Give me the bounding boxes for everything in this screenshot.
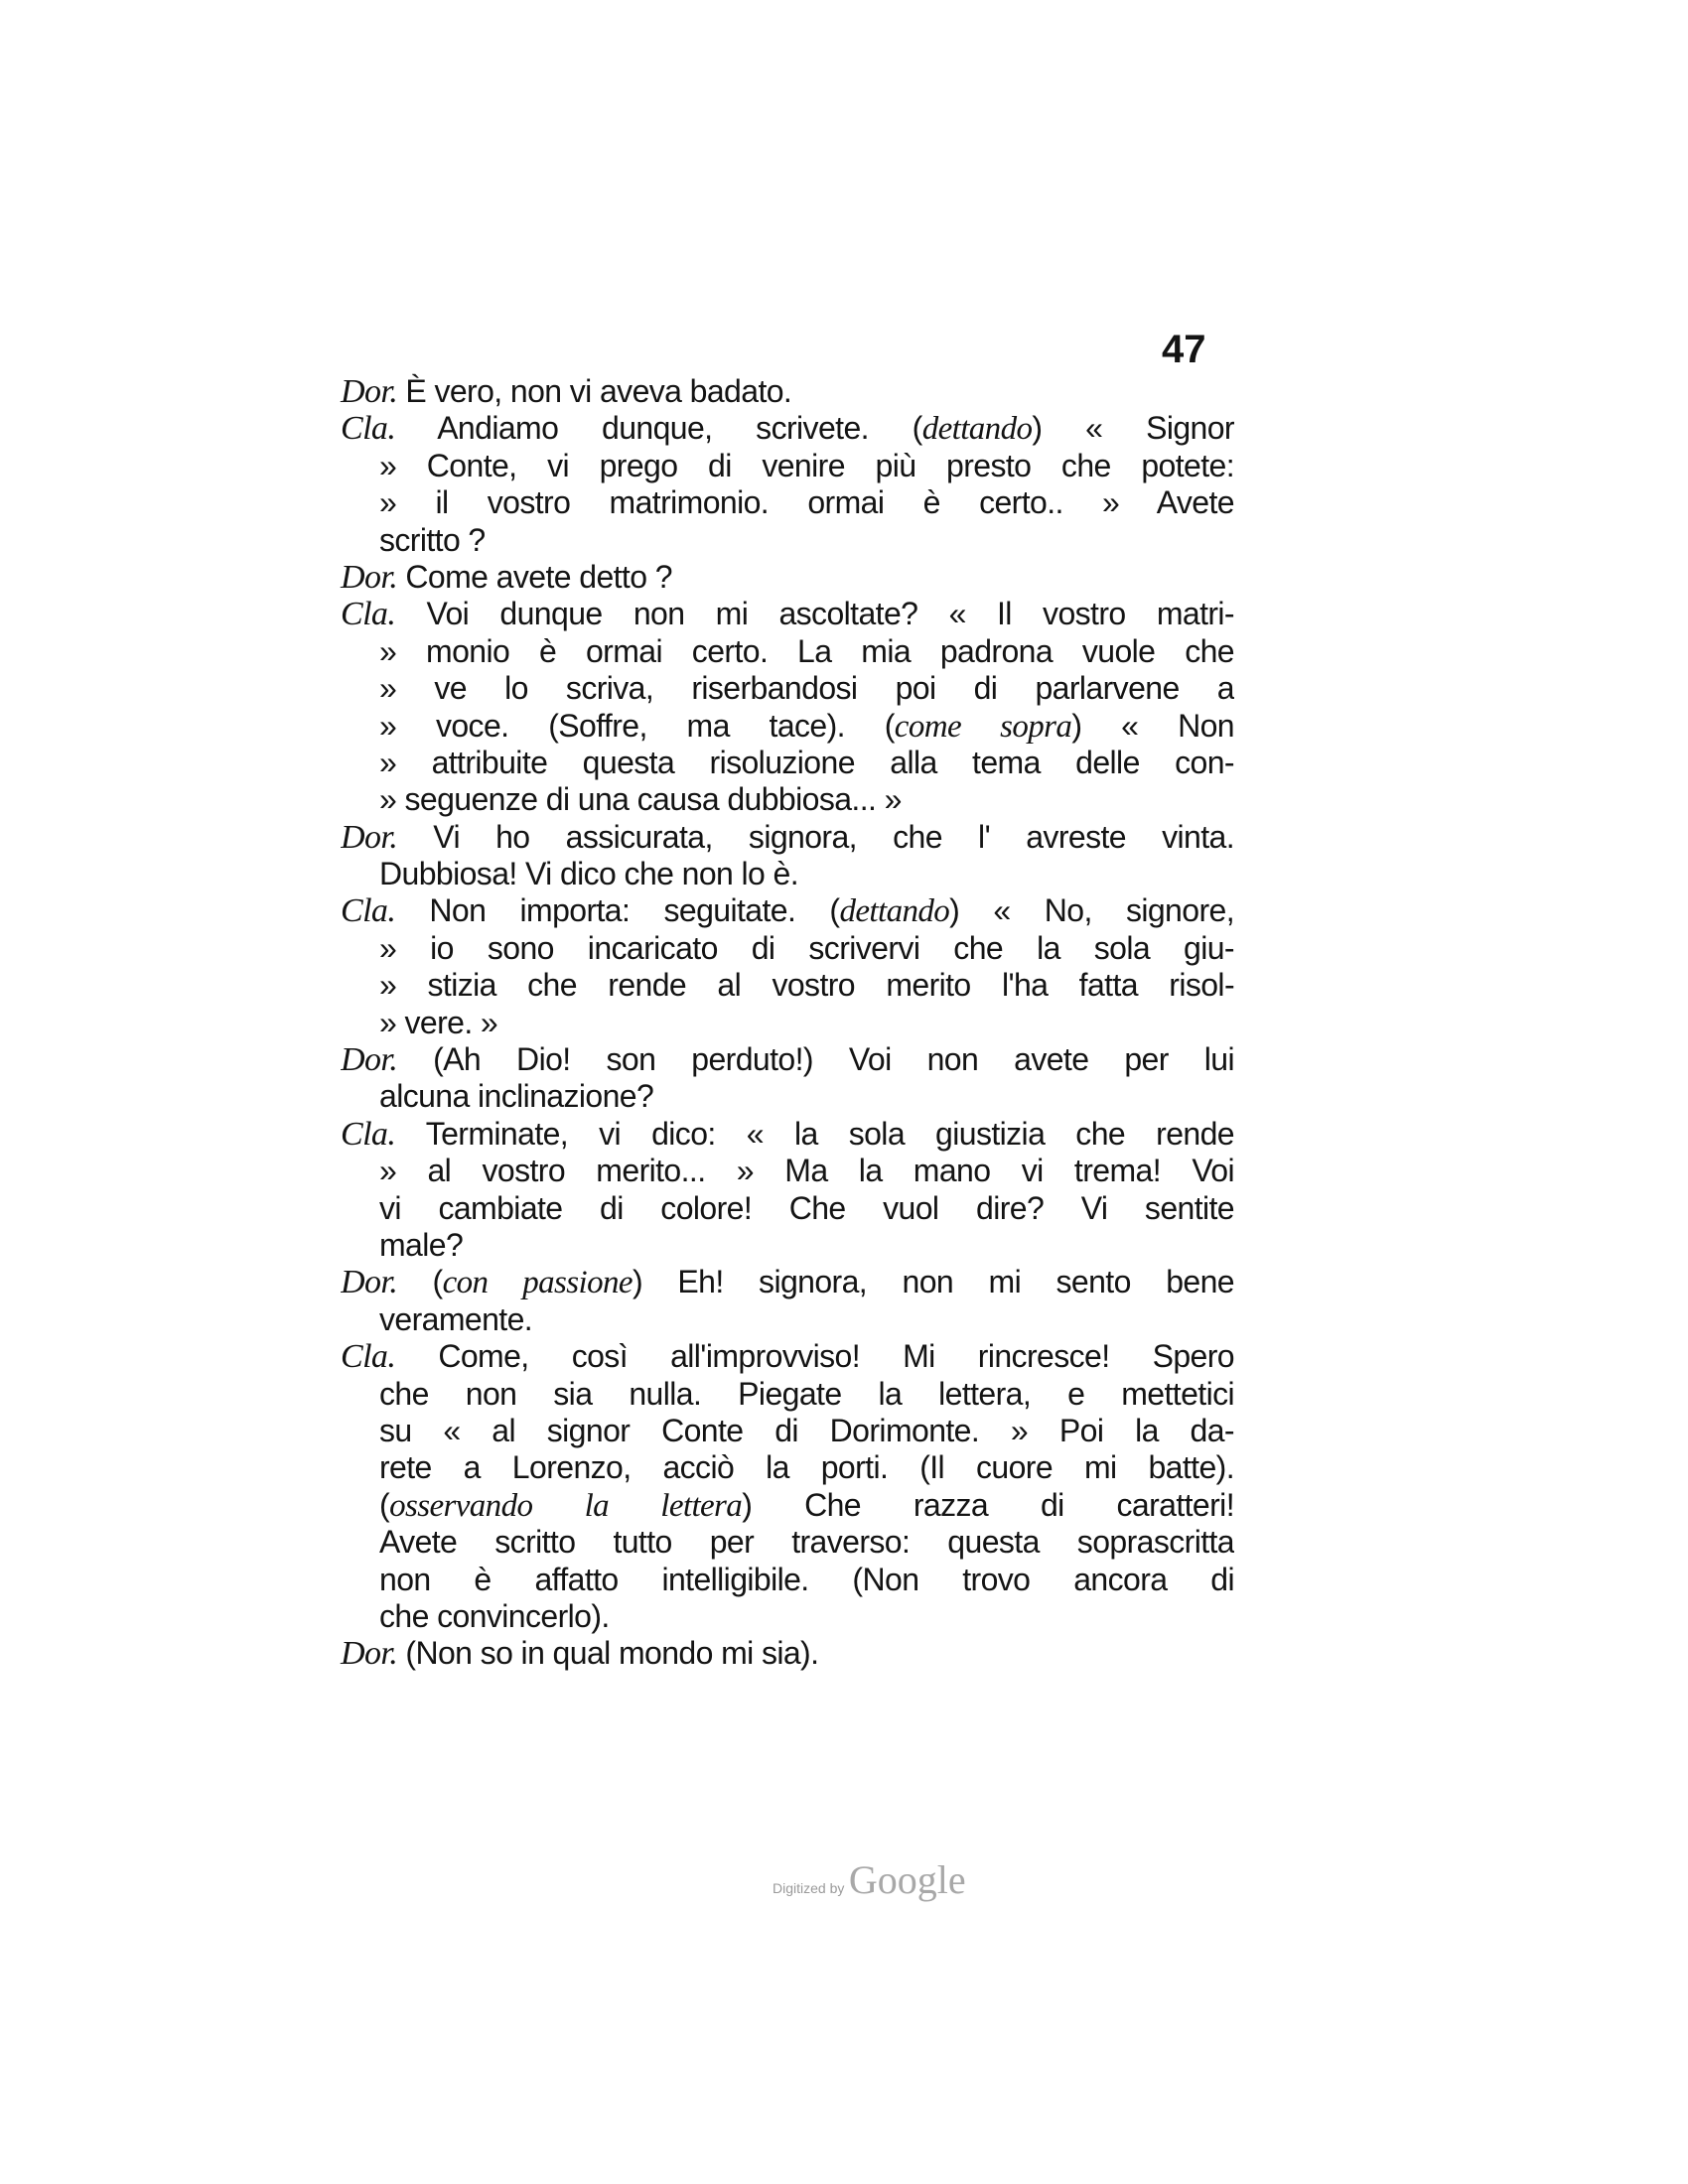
play-text xyxy=(341,373,1234,1673)
dialogue-line-speaker xyxy=(341,1116,1234,1153)
dialogue-line-speaker xyxy=(341,1041,1234,1078)
stage-direction: come sopra xyxy=(894,708,1072,745)
page-number: 47 xyxy=(1162,328,1206,371)
dialogue-line-speaker xyxy=(341,1338,1234,1375)
dialogue-line-continuation xyxy=(379,745,1234,781)
dialogue-line-continuation xyxy=(379,1487,1234,1524)
dialogue-line-speaker xyxy=(341,596,1234,632)
dialogue-line-speaker xyxy=(341,1635,1234,1672)
line-text: Dubbiosa! Vi dico che non lo è. xyxy=(379,856,798,892)
line-text: non è affatto intelligibile. (Non trovo ancora di xyxy=(379,1561,1234,1597)
dialogue-line-speaker xyxy=(341,410,1234,447)
stage-direction: dettando xyxy=(839,893,950,930)
line-text: Non importa: seguitate. ( xyxy=(429,892,840,929)
dialogue-line-continuation xyxy=(379,670,1234,707)
dialogue-line-continuation xyxy=(379,1190,1234,1227)
line-text: » voce. (Soffre, ma tace). ( xyxy=(379,707,895,744)
line-text: » monio è ormai certo. La mia padrona vuole che xyxy=(379,632,1234,669)
line-text: vi cambiate di colore! Che vuol dire? Vi sentite xyxy=(379,1189,1234,1226)
line-text: male? xyxy=(379,1226,464,1263)
speaker-name: Cla. xyxy=(341,1338,396,1376)
line-text: » attribuite questa risoluzione alla tema delle con- xyxy=(379,744,1234,780)
line-text: alcuna inclinazione? xyxy=(379,1078,654,1115)
line-text: su « al signor Conte di Dorimonte. » Poi la da- xyxy=(379,1412,1234,1448)
dialogue-line-continuation xyxy=(379,1376,1234,1413)
dialogue-line-continuation xyxy=(379,1562,1234,1598)
speaker-name: Cla. xyxy=(341,410,396,448)
dialogue-line-speaker xyxy=(341,373,1234,410)
line-text: che convincerlo). xyxy=(379,1597,610,1634)
speaker-name: Cla. xyxy=(341,892,396,930)
dialogue-line-continuation xyxy=(379,484,1234,521)
dialogue-line-continuation xyxy=(379,1227,1234,1264)
dialogue-line-continuation xyxy=(379,781,1234,818)
dialogue-line-continuation xyxy=(379,1449,1234,1486)
speaker-name: Cla. xyxy=(341,1115,396,1153)
line-text: ( xyxy=(379,1486,390,1523)
watermark-brand: Google xyxy=(848,1857,966,1902)
dialogue-line-continuation xyxy=(379,1524,1234,1561)
dialogue-line-speaker xyxy=(341,892,1234,929)
line-text: » seguenze di una causa dubbiosa... » xyxy=(379,781,902,818)
line-text: ) « No, signore, xyxy=(949,892,1234,929)
speaker-name: Dor. xyxy=(341,1635,398,1673)
dialogue-line-speaker xyxy=(341,819,1234,856)
line-text: scritto ? xyxy=(379,521,486,558)
dialogue-line-continuation xyxy=(379,708,1234,745)
speaker-name: Dor. xyxy=(341,373,398,410)
line-text: È vero, non vi aveva badato. xyxy=(405,373,792,409)
line-text: (Non so in qual mondo mi sia). xyxy=(405,1635,819,1672)
line-text: ) Che razza di caratteri! xyxy=(742,1486,1234,1523)
dialogue-line-continuation xyxy=(379,633,1234,670)
dialogue-line-continuation xyxy=(379,1598,1234,1635)
line-text: ( xyxy=(432,1264,443,1300)
dialogue-line-continuation xyxy=(379,856,1234,892)
line-text: Voi dunque non mi ascoltate? « Il vostro matri- xyxy=(426,596,1234,632)
line-text: » al vostro merito... » Ma la mano vi trema! Voi xyxy=(379,1153,1234,1189)
speaker-name: Dor. xyxy=(341,1264,398,1301)
line-text: Terminate, vi dico: « la sola giustizia che rende xyxy=(425,1115,1234,1152)
line-text: rete a Lorenzo, acciò la porti. (Il cuore mi batte). xyxy=(379,1449,1234,1486)
line-text: ) « Non xyxy=(1071,707,1234,744)
dialogue-line-continuation xyxy=(379,1153,1234,1189)
dialogue-line-continuation xyxy=(379,1413,1234,1449)
speaker-name: Dor. xyxy=(341,558,398,596)
watermark-prefix: Digitized by xyxy=(773,1880,845,1896)
dialogue-line-continuation xyxy=(379,1005,1234,1041)
line-text: » ve lo scriva, riserbandosi poi di parlarvene a xyxy=(379,670,1234,707)
line-text: » il vostro matrimonio. ormai è certo.. » Avete xyxy=(379,484,1234,521)
line-text: veramente. xyxy=(379,1300,533,1337)
speaker-name: Cla. xyxy=(341,596,396,633)
line-text: Come, così all'improvviso! Mi rincresce! Spero xyxy=(438,1338,1234,1375)
line-text: Come avete detto ? xyxy=(405,558,672,595)
dialogue-line-continuation xyxy=(379,1301,1234,1338)
line-text: » vere. » xyxy=(379,1004,498,1040)
stage-direction: con passione xyxy=(442,1265,633,1301)
dialogue-line-continuation xyxy=(379,522,1234,559)
line-text: Vi ho assicurata, signora, che l' avreste vinta. xyxy=(433,818,1234,855)
dialogue-line-continuation xyxy=(379,967,1234,1004)
line-text: (Ah Dio! son perduto!) Voi non avete per lui xyxy=(433,1041,1234,1078)
dialogue-line-speaker xyxy=(341,1264,1234,1300)
line-text: Andiamo dunque, scrivete. ( xyxy=(437,410,922,447)
stage-direction: osservando la lettera xyxy=(389,1487,743,1524)
line-text: che non sia nulla. Piegate la lettera, e mettetici xyxy=(379,1375,1234,1412)
line-text: » stizia che rende al vostro merito l'ha fatta risol- xyxy=(379,967,1234,1004)
line-text: ) « Signor xyxy=(1032,410,1234,447)
speaker-name: Dor. xyxy=(341,1041,398,1079)
stage-direction: dettando xyxy=(921,411,1033,448)
dialogue-line-continuation xyxy=(379,930,1234,967)
speaker-name: Dor. xyxy=(341,818,398,856)
dialogue-line-continuation xyxy=(379,448,1234,484)
line-text: Avete scritto tutto per traverso: questa soprascritta xyxy=(379,1524,1234,1561)
line-text: » io sono incaricato di scrivervi che la sola giu- xyxy=(379,929,1234,966)
digitized-by-google-watermark xyxy=(773,1856,966,1903)
line-text: » Conte, vi prego di venire più presto che potete: xyxy=(379,447,1234,483)
dialogue-line-speaker xyxy=(341,559,1234,596)
dialogue-line-continuation xyxy=(379,1078,1234,1115)
line-text: ) Eh! signora, non mi sento bene xyxy=(632,1264,1234,1300)
